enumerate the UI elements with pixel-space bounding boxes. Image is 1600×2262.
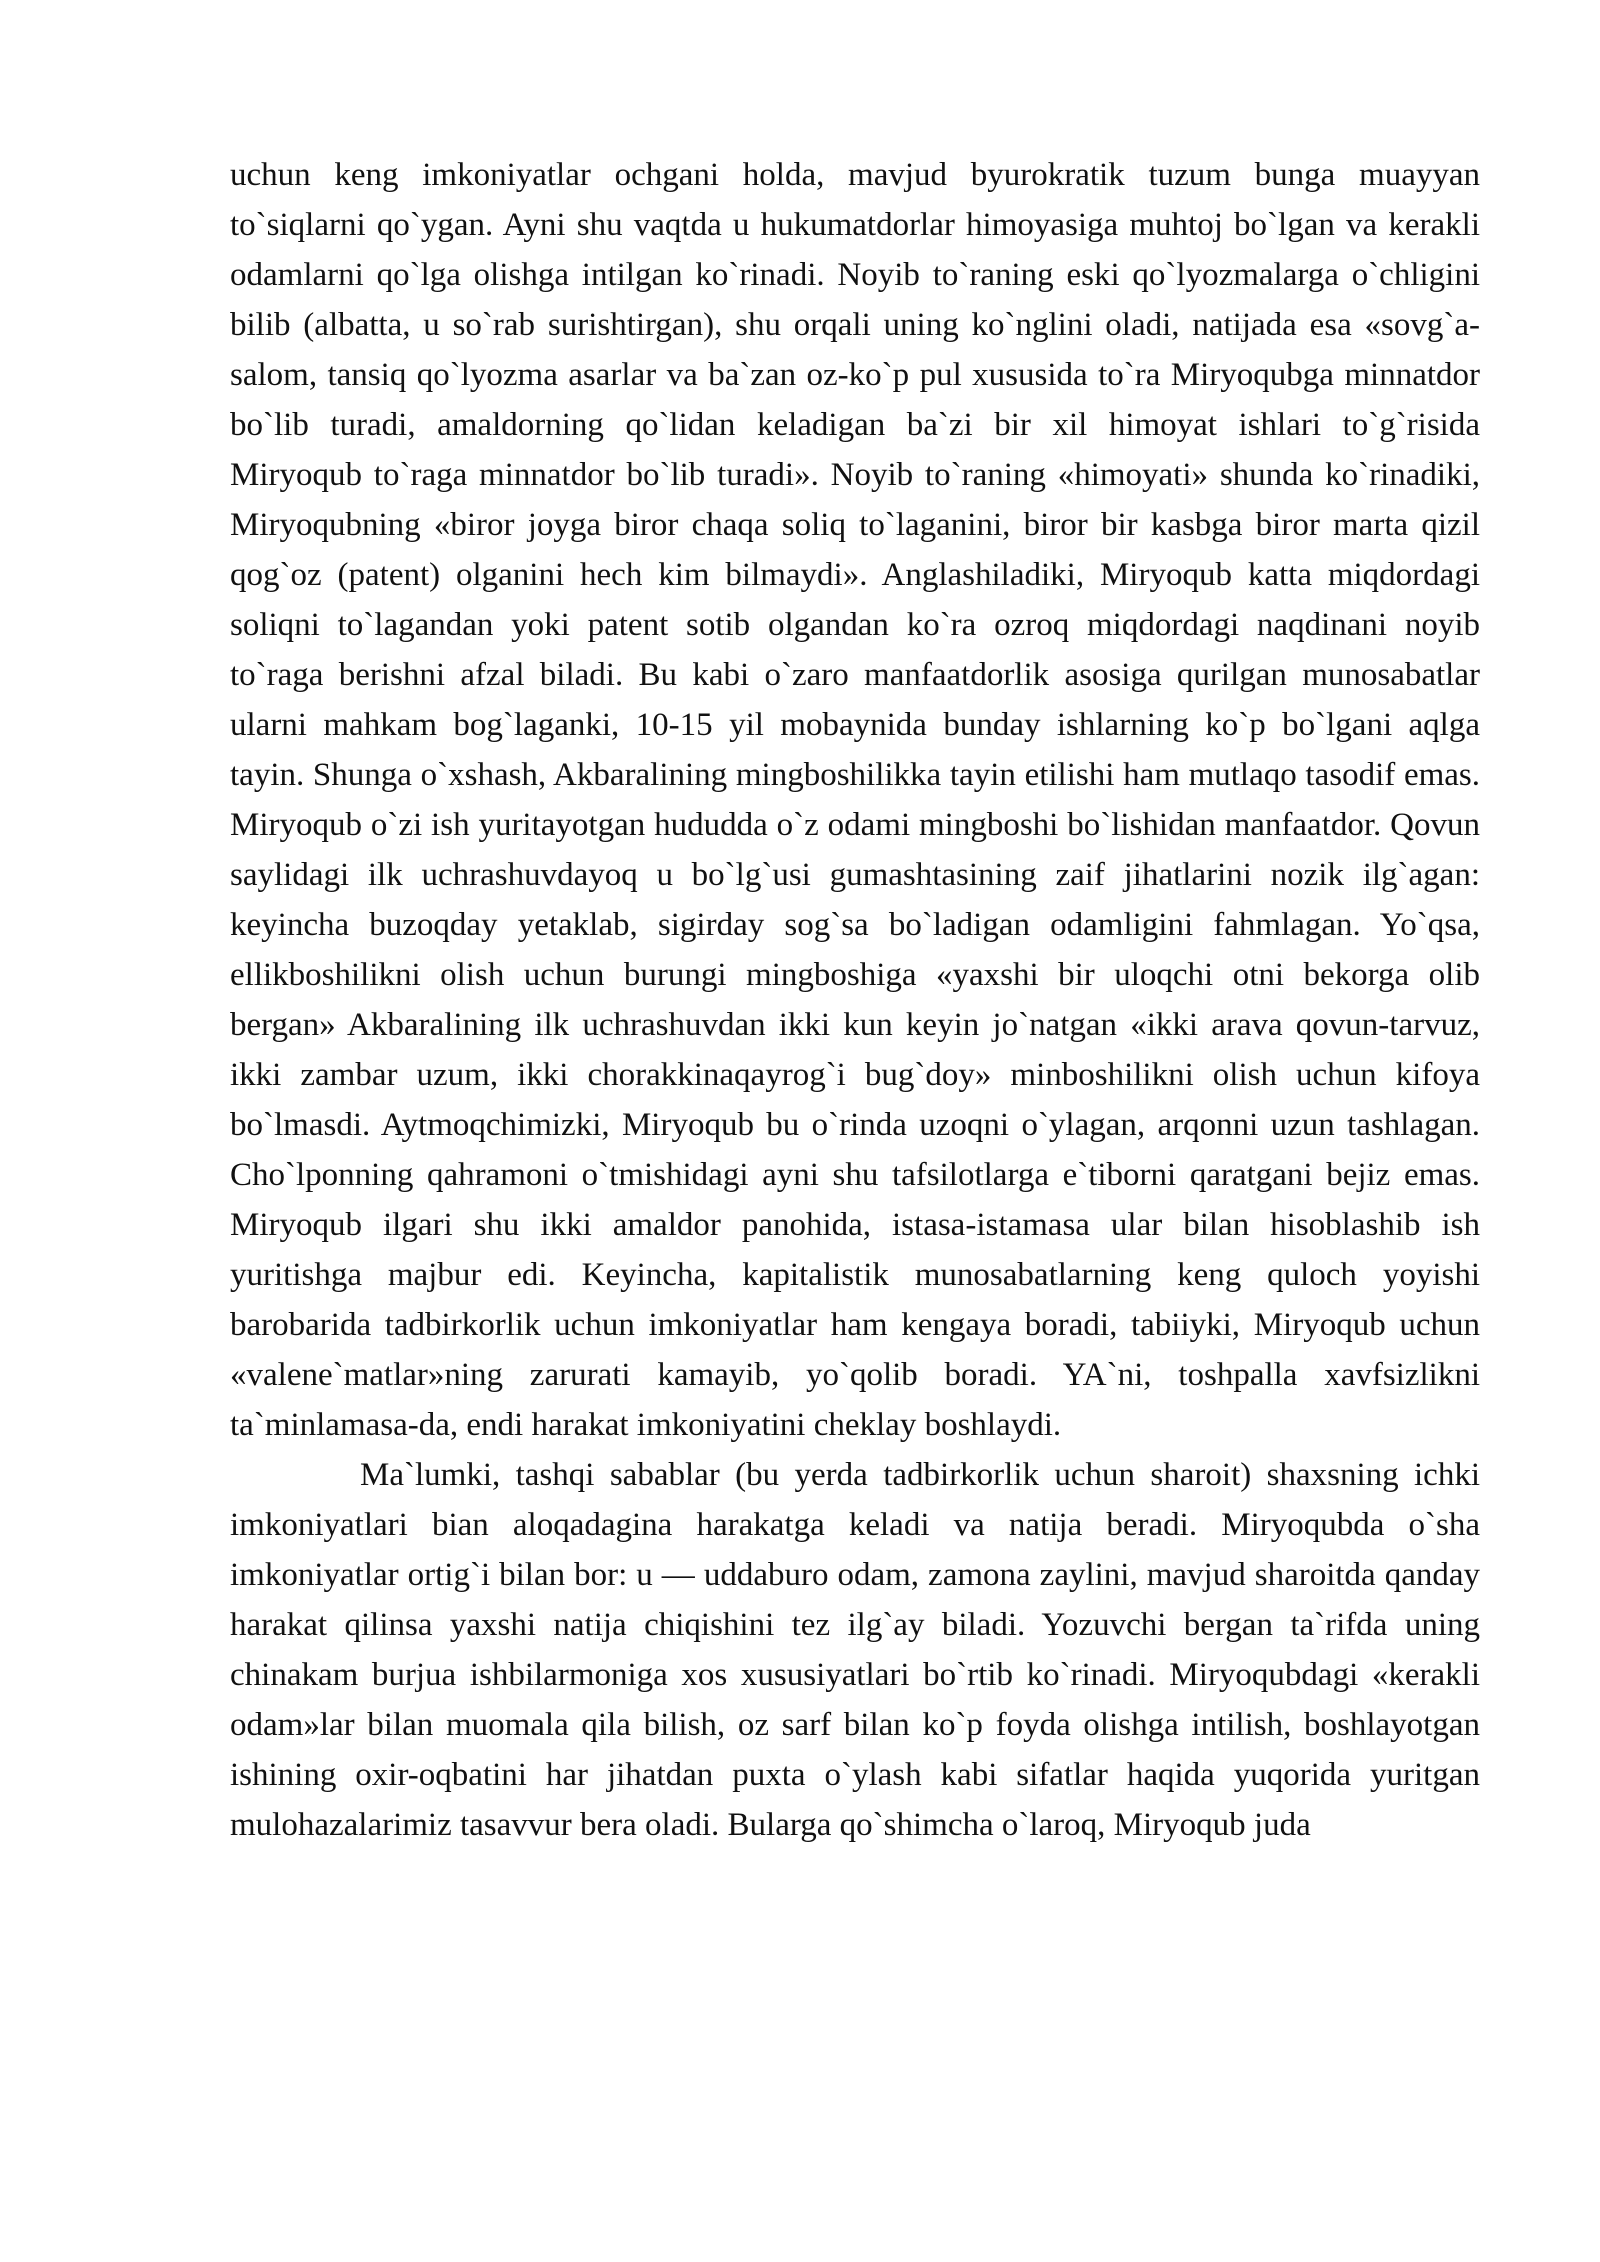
paragraph-continued: uchun keng imkoniyatlar ochgani holda, mavjud byurokratik tuzum bunga muayyan to`siqlarni qo`ygan. Ayni shu vaqtda u hukumatdorlar himoyasiga muhtoj bo`lgan va kerakli odamlarni qo`lga olishga intilgan ko`rinadi. Noyib to`raning eski qo`lyozmalarga o`chligini bilib (albatta, u so`rab surishtirgan), shu orqali uning ko`nglini oladi, natijada esa «sovg`a-salom, tansiq qo`lyozma asarlar va ba`zan oz-ko`p pul xususida to`ra Miryoqubga minnatdor bo`lib turadi, amaldorning qo`lidan keladigan ba`zi bir xil himoyat ishlari to`g`risida Miryoqub to`raga minnatdor bo`lib turadi». Noyib to`raning «himoyati» shunda ko`rinadiki, Miryoqubning «biror joyga biror chaqa soliq to`laganini, biror bir kasbga biror marta qizil qog`oz (patent) olganini hech kim bilmaydi». Anglashiladiki, Miryoqub katta miqdordagi soliqni to`lagandan yoki patent sotib olgandan ko`ra ozroq miqdordagi naqdinani noyib to`raga berishni afzal biladi. Bu kabi o`zaro manfaatdorlik asosiga qurilgan munosabatlar ularni mahkam bog`laganki, 10-15 yil mobaynida bunday ishlarning ko`p bo`lgani aqlga tayin. Shunga o`xshash, Akbaralining mingboshilikka tayin etilishi ham mutlaqo tasodif emas. Miryoqub o`zi ish yuritayotgan hududda o`z odami mingboshi bo`lishidan manfaatdor. Qovun saylidagi ilk uchrashuvdayoq u bo`lg`usi gumashtasining zaif jihatlarini nozik ilg`agan: keyincha buzoqday yetaklab, sigirday sog`sa bo`ladigan odamligini fahmlagan. Yo`qsa, ellikboshilikni olish uchun burungi mingboshiga «yaxshi bir uloqchi otni bekorga olib bergan» Akbaralining ilk uchrashuvdan ikki kun keyin jo`natgan «ikki arava qovun-tarvuz, ikki zambar uzum, ikki chorakkinaqayrog`i bug`doy» minboshilikni olish uchun kifoya bo`lmasdi. Aytmoqchimizki, Miryoqub bu o`rinda uzoqni o`ylagan, arqonni uzun tashlagan. Cho`lponning qahramoni o`tmishidagi ayni shu tafsilotlarga e`tiborni qaratgani bejiz emas. Miryoqub ilgari shu ikki amaldor panohida, istasa-istamasa ular bilan hisoblashib ish yuritishga majbur edi. Keyincha, kapitalistik munosabatlarning keng quloch yoyishi barobarida tadbirkorlik uchun imkoniyatlar ham kengaya boradi, tabiiyki, Miryoqub uchun «valene`matlar»ning zarurati kamayib, yo`qolib boradi. YA`ni, toshpalla xavfsizlikni ta`minlamasa-da, endi harakat imkoniyatini cheklay boshlaydi. bbox=[230, 157, 1480, 1443]
paragraph-malumki: Ma`lumki, tashqi sabablar (bu yerda tadbirkorlik uchun sharoit) shaxsning ichki imkoniyatlari bian aloqadagina harakatga keladi va natija beradi. Miryoqubda o`sha imkoniyatlar ortig`i bilan bor: u — uddaburo odam, zamona zaylini, mavjud sharoitda qanday harakat qilinsa yaxshi natija chiqishini tez ilg`ay biladi. Yozuvchi bergan ta`rifda uning chinakam burjua ishbilarmoniga xos xususiyatlari bo`rtib ko`rinadi. Miryoqubdagi «kerakli odam»lar bilan muomala qila bilish, oz sarf bilan ko`p foyda olishga intilish, boshlayotgan ishining oxir-oqbatini har jihatdan puxta o`ylash kabi sifatlar haqida yuqorida yuritgan mulohazalarimiz tasavvur bera oladi. Bularga qo`shimcha o`laroq, Miryoqub juda bbox=[230, 1457, 1480, 1843]
document-body bbox=[230, 150, 1480, 1850]
